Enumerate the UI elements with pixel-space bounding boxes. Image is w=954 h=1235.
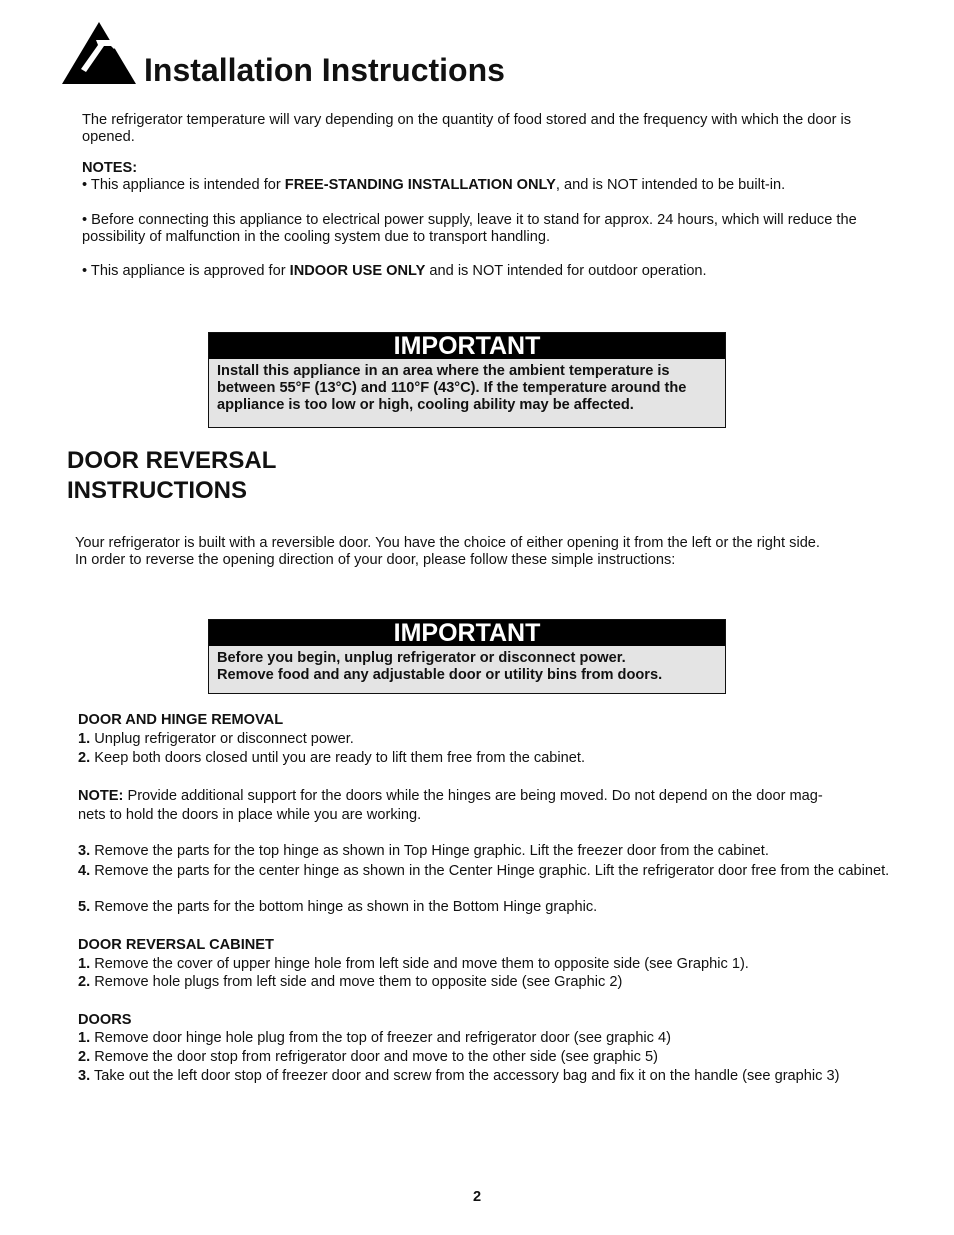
note-label: NOTE: (78, 788, 124, 804)
important-line: Before you begin, unplug refrigerator or disconnect power. (217, 650, 626, 666)
note-free-standing (82, 177, 912, 194)
page-number: 2 (472, 1189, 482, 1205)
step-number: 1. (78, 956, 91, 972)
door-reversal-cabinet-heading: DOOR REVERSAL CABINET (78, 937, 274, 953)
note-power-wait: • Before connecting this appliance to electrical power supply, leave it to stand for approx. 24 hours, which will reduce the possibility of malfunction in the cooling system due to transport handling. (82, 212, 857, 245)
hammer-triangle-icon (62, 22, 136, 84)
cabinet-step-2 (78, 974, 908, 991)
doors-step-2 (78, 1049, 908, 1066)
step-number: 2. (78, 750, 91, 766)
step-text: Remove the parts for the bottom hinge as shown in the Bottom Hinge graphic. (90, 899, 598, 915)
note-text: and is NOT intended for outdoor operation. (425, 263, 707, 279)
section-title-line: INSTRUCTIONS (67, 477, 247, 504)
page-title: Installation Instructions (144, 52, 505, 88)
door-reversal-intro (75, 535, 905, 569)
step-number: 5. (78, 899, 91, 915)
intro-line: Your refrigerator is built with a reversible door. You have the choice of either opening it from the left or the right side. (75, 535, 820, 551)
important-line: Remove food and any adjustable door or utility bins from doors. (217, 667, 663, 683)
important-box-unplug (208, 619, 726, 694)
step-number: 2. (78, 1049, 91, 1065)
step-number: 3. (78, 843, 91, 859)
important-box-temperature (208, 332, 726, 428)
note-indoor-use (82, 263, 912, 280)
hinge-step-3 (78, 843, 908, 860)
door-reversal-title (67, 446, 276, 506)
hinge-step-2 (78, 750, 585, 767)
note-emphasis: FREE-STANDING INSTALLATION ONLY (284, 177, 556, 193)
step-text: Remove the door stop from refrigerator door and move to the other side (see graphic 5) (90, 1049, 658, 1065)
step-text: Remove the parts for the top hinge as shown in Top Hinge graphic. Lift the freezer door from the cabinet. (90, 843, 769, 859)
door-hinge-removal-heading: DOOR AND HINGE REMOVAL (78, 712, 284, 728)
note-emphasis: INDOOR USE ONLY (289, 263, 426, 279)
doors-step-1 (78, 1030, 908, 1047)
section-title-line: DOOR REVERSAL (67, 447, 277, 474)
step-text: Remove door hinge hole plug from the top of freezer and refrigerator door (see graphic 4) (90, 1030, 672, 1046)
step-number: 3. (78, 1068, 91, 1084)
important-heading: IMPORTANT (209, 333, 725, 359)
intro-line: In order to reverse the opening direction of your door, please follow these simple instructions: (75, 552, 676, 568)
step-number: 4. (78, 863, 91, 879)
important-body: Install this appliance in an area where the ambient temperature is between 55°F (13°C) and 110°F (43°C). If the temperature around the appliance is too low or high, cooling ability may be affected. (217, 363, 687, 413)
step-number: 2. (78, 974, 91, 990)
doors-step-3 (78, 1068, 908, 1085)
intro-paragraph: The refrigerator temperature will vary depending on the quantity of food stored and the frequency with which the door is opened. (82, 112, 852, 145)
step-text: Remove the cover of upper hinge hole from left side and move them to opposite side (see Graphic 1). (90, 956, 749, 972)
important-heading: IMPORTANT (209, 620, 725, 646)
step-text: Keep both doors closed until you are ready to lift them free from the cabinet. (90, 750, 586, 766)
note-text: • This appliance is intended for (82, 177, 285, 193)
step-text: Remove the parts for the center hinge as shown in the Center Hinge graphic. Lift the refrigerator door free from the cabinet. (90, 863, 890, 879)
step-number: 1. (78, 731, 91, 747)
step-text: Remove hole plugs from left side and move them to opposite side (see Graphic 2) (90, 974, 623, 990)
note-text: nets to hold the doors in place while you are working. (78, 806, 422, 823)
note-text: Provide additional support for the doors while the hinges are being moved. Do not depend on the door mag- (123, 788, 823, 804)
hinge-step-4 (78, 862, 908, 881)
doors-heading: DOORS (78, 1012, 132, 1028)
hinge-step-1 (78, 731, 354, 748)
note-text: • This appliance is approved for (82, 263, 290, 279)
notes-heading: NOTES: (82, 160, 138, 176)
note-text: , and is NOT intended to be built-in. (555, 177, 786, 193)
hinge-support-note (78, 787, 898, 824)
step-text: Unplug refrigerator or disconnect power. (90, 731, 354, 747)
cabinet-step-1 (78, 956, 908, 973)
step-number: 1. (78, 1030, 91, 1046)
important-body (209, 646, 725, 684)
step-text: Take out the left door stop of freezer door and screw from the accessory bag and fix it on the handle (see graphic 3) (90, 1068, 840, 1084)
hinge-step-5 (78, 899, 908, 916)
